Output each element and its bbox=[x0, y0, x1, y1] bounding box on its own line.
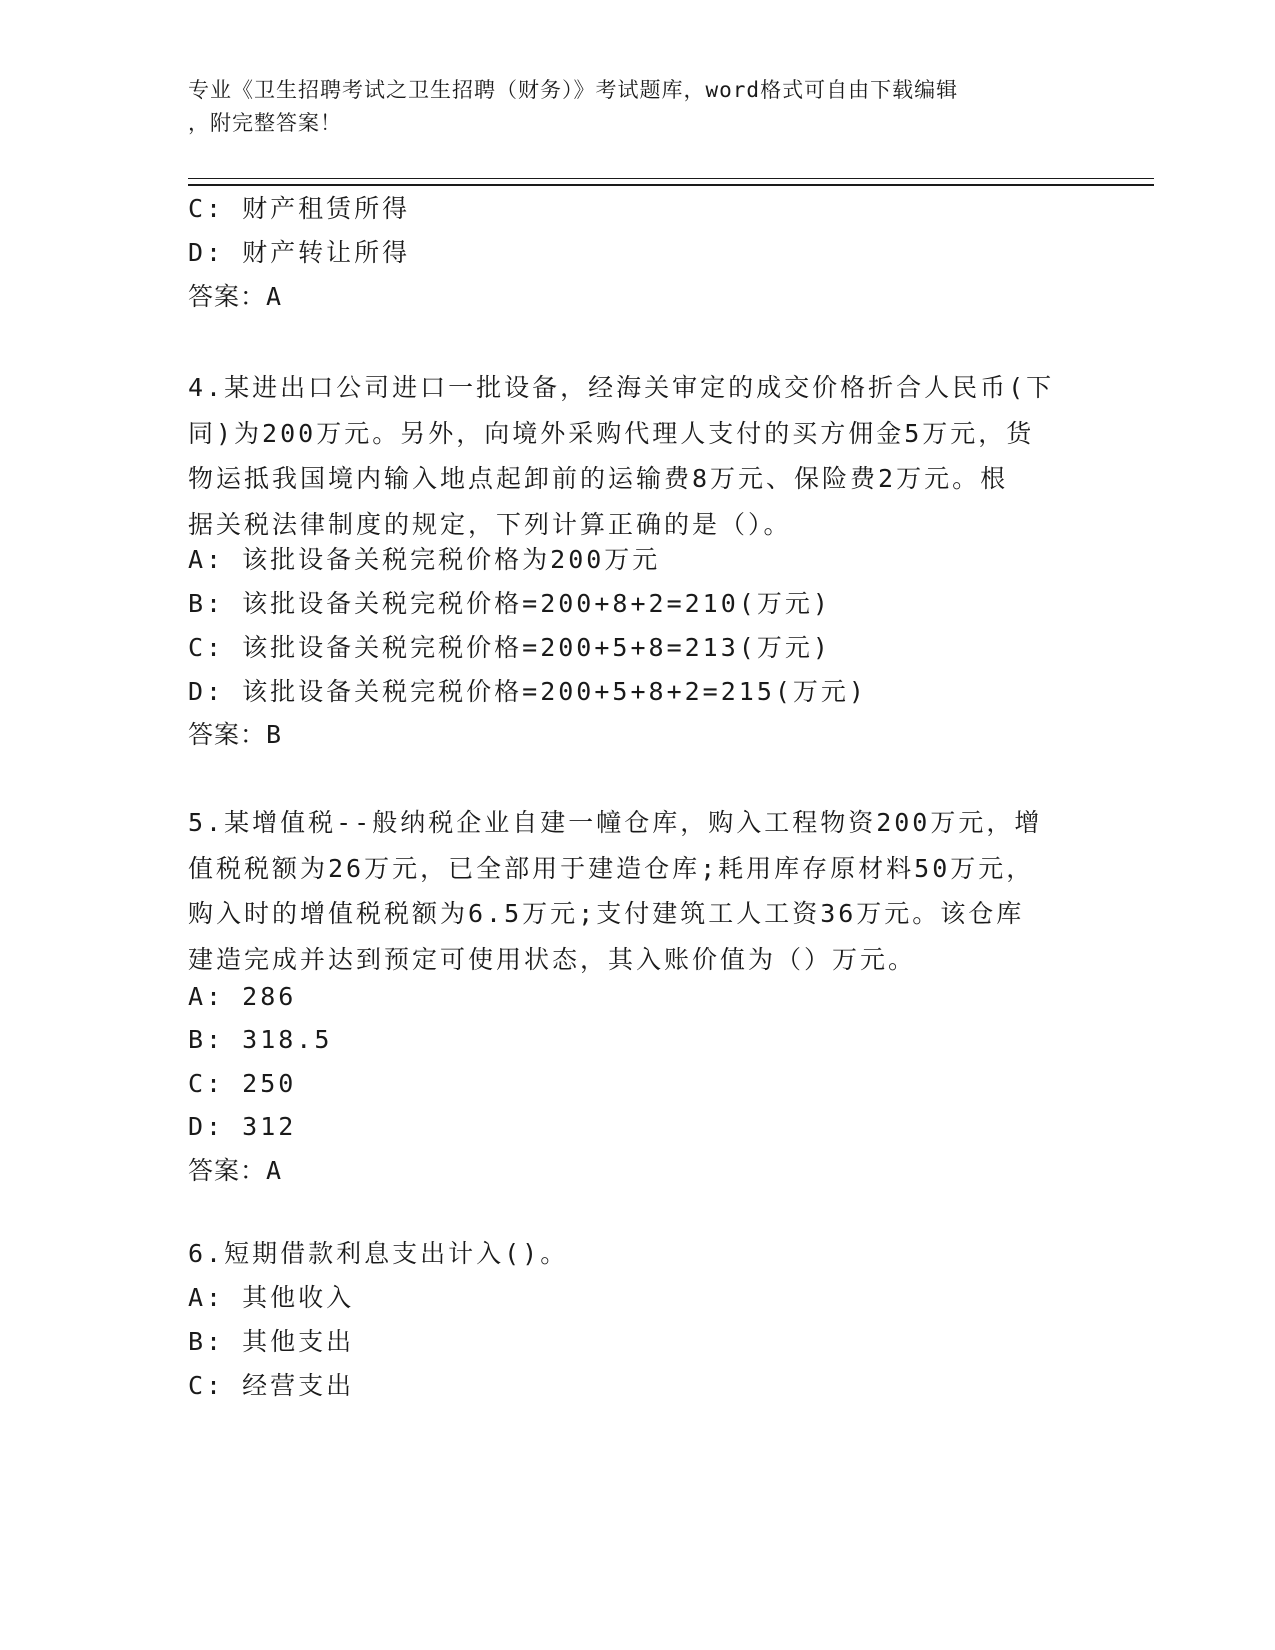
q4-answer: 答案：B bbox=[188, 720, 283, 749]
q4-option-d: D: 该批设备关税完税价格=200+5+8+2=215(万元) bbox=[188, 677, 867, 706]
header-rule-thick bbox=[188, 184, 1154, 186]
q3-option-d: D: 财产转让所得 bbox=[188, 238, 411, 267]
q6-stem: 6.短期借款利息支出计入()。 bbox=[188, 1239, 569, 1268]
q6-option-c: C: 经营支出 bbox=[188, 1371, 355, 1400]
q5-stem-line: 建造完成并达到预定可使用状态，其入账价值为（）万元。 bbox=[188, 944, 917, 974]
q4-option-b: B: 该批设备关税完税价格=200+8+2=210(万元) bbox=[188, 589, 831, 618]
header-line-1: 专业《卫生招聘考试之卫生招聘（财务）》考试题库，word格式可自由下载编辑 bbox=[188, 78, 959, 102]
document-header bbox=[188, 74, 1088, 140]
q4-stem bbox=[188, 365, 1068, 547]
q6-option-b: B: 其他支出 bbox=[188, 1327, 355, 1356]
q5-answer: 答案：A bbox=[188, 1156, 283, 1185]
q4-option-c: C: 该批设备关税完税价格=200+5+8=213(万元) bbox=[188, 633, 831, 662]
q4-stem-line: 据关税法律制度的规定，下列计算正确的是（）。 bbox=[188, 509, 792, 539]
q3-option-c: C: 财产租赁所得 bbox=[188, 194, 411, 223]
q5-stem-line: 购入时的增值税税额为6.5万元;支付建筑工人工资36万元。该仓库 bbox=[188, 899, 1025, 928]
q4-option-a: A: 该批设备关税完税价格为200万元 bbox=[188, 545, 661, 574]
q4-stem-line: 4.某进出口公司进口一批设备，经海关审定的成交价格折合人民币(下 bbox=[188, 373, 1055, 402]
q5-option-d: D: 312 bbox=[188, 1112, 297, 1141]
header-line-2: ，附完整答案！ bbox=[188, 111, 342, 135]
q4-stem-line: 同)为200万元。另外，向境外采购代理人支付的买方佣金5万元，货 bbox=[188, 418, 1035, 448]
q5-stem-line: 5.某增值税--般纳税企业自建一幢仓库，购入工程物资200万元，增 bbox=[188, 808, 1043, 837]
q3-answer: 答案：A bbox=[188, 282, 283, 311]
q6-option-a: A: 其他收入 bbox=[188, 1283, 355, 1312]
q5-stem-line: 值税税额为26万元，已全部用于建造仓库;耗用库存原材料50万元， bbox=[188, 853, 1035, 883]
q5-option-b: B: 318.5 bbox=[188, 1025, 333, 1054]
header-rule-thin bbox=[188, 178, 1154, 179]
q5-option-c: C: 250 bbox=[188, 1069, 297, 1098]
q4-stem-line: 物运抵我国境内输入地点起卸前的运输费8万元、保险费2万元。根 bbox=[188, 464, 1009, 493]
q5-option-a: A: 286 bbox=[188, 982, 297, 1011]
q5-stem bbox=[188, 800, 1068, 982]
